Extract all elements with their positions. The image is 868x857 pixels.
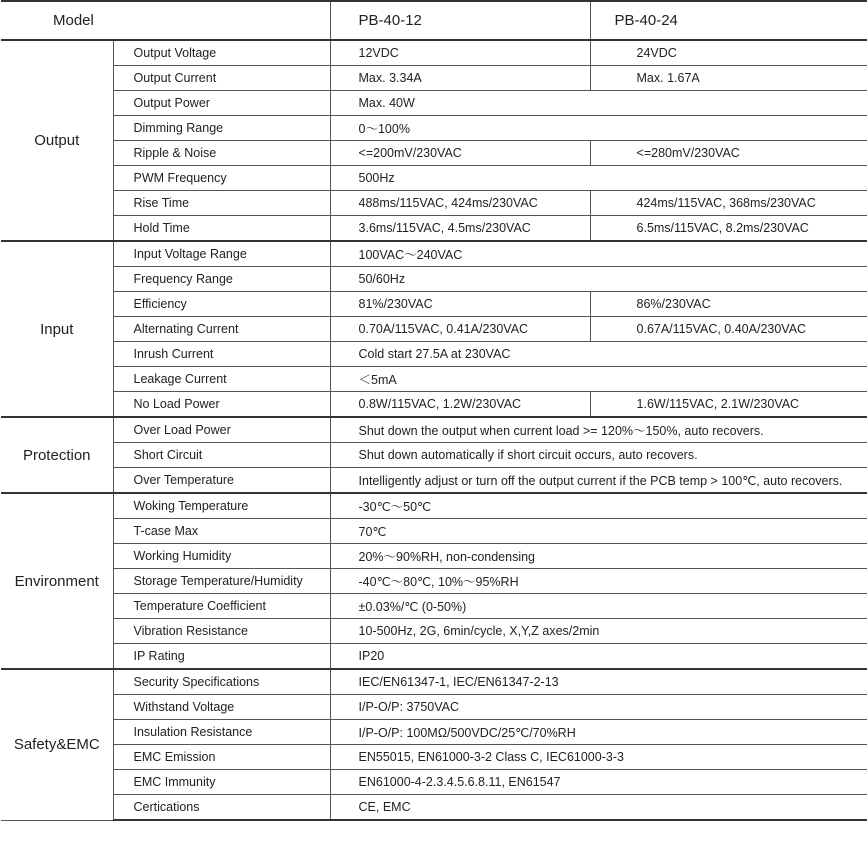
param-value: I/P-O/P: 100MΩ/500VDC/25℃/70%RH [330,720,867,745]
param-value-model-1: 0.8W/115VAC, 1.2W/230VAC [330,392,590,418]
param-value-model-2: 424ms/115VAC, 368ms/230VAC [590,191,867,216]
model-header: Model [1,1,330,40]
param-value: Intelligently adjust or turn off the output current if the PCB temp > 100℃, auto recovers. [330,468,867,494]
param-label: No Load Power [113,392,330,418]
param-value: I/P-O/P: 3750VAC [330,695,867,720]
table-row [1,644,867,670]
param-label: Frequency Range [113,267,330,292]
param-value: Max. 40W [330,91,867,116]
table-row [1,443,867,468]
table-row [1,795,867,821]
table-row [1,619,867,644]
table-row [1,720,867,745]
param-value-model-2: <=280mV/230VAC [590,141,867,166]
table-row [1,267,867,292]
param-value: 50/60Hz [330,267,867,292]
table-row [1,342,867,367]
table-row [1,544,867,569]
param-label: EMC Immunity [113,770,330,795]
param-value-model-1: 3.6ms/115VAC, 4.5ms/230VAC [330,216,590,242]
param-value: 70℃ [330,519,867,544]
param-label: Rise Time [113,191,330,216]
table-row [1,695,867,720]
param-label: Insulation Resistance [113,720,330,745]
table-row [1,569,867,594]
group-label-protection: Protection [1,417,113,493]
group-label-environment: Environment [1,493,113,669]
param-value-model-2: 0.67A/115VAC, 0.40A/230VAC [590,317,867,342]
param-label: Security Specifications [113,669,330,695]
table-row [1,392,867,418]
param-label: Storage Temperature/Humidity [113,569,330,594]
param-label: Inrush Current [113,342,330,367]
param-label: Dimming Range [113,116,330,141]
param-label: Alternating Current [113,317,330,342]
table-row [1,241,867,267]
spec-table [1,0,867,821]
table-row [1,116,867,141]
param-label: Hold Time [113,216,330,242]
table-row [1,317,867,342]
param-value-model-2: 6.5ms/115VAC, 8.2ms/230VAC [590,216,867,242]
param-value-model-1: 12VDC [330,40,590,66]
param-value-model-1: Max. 3.34A [330,66,590,91]
param-value: CE, EMC [330,795,867,821]
param-value: 0～100% [330,116,867,141]
param-value: IP20 [330,644,867,670]
param-value-model-2: 86%/230VAC [590,292,867,317]
param-label: Over Temperature [113,468,330,494]
table-row [1,141,867,166]
table-row [1,292,867,317]
table-row [1,594,867,619]
spec-body [1,40,867,820]
param-value: Shut down the output when current load >= 120%～150%, auto recovers. [330,417,867,443]
param-value: 100VAC～240VAC [330,241,867,267]
param-label: Ripple & Noise [113,141,330,166]
param-label: Working Humidity [113,544,330,569]
param-value: 10-500Hz, 2G, 6min/cycle, X,Y,Z axes/2min [330,619,867,644]
table-row [1,745,867,770]
param-value: Cold start 27.5A at 230VAC [330,342,867,367]
table-row [1,367,867,392]
param-label: Withstand Voltage [113,695,330,720]
group-label-output: Output [1,40,113,241]
table-row [1,417,867,443]
table-row [1,519,867,544]
param-value: 500Hz [330,166,867,191]
param-value-model-1: <=200mV/230VAC [330,141,590,166]
param-label: Output Voltage [113,40,330,66]
param-label: Certications [113,795,330,821]
param-value-model-2: Max. 1.67A [590,66,867,91]
param-value-model-1: 0.70A/115VAC, 0.41A/230VAC [330,317,590,342]
param-label: T-case Max [113,519,330,544]
param-label: Temperature Coefficient [113,594,330,619]
param-value: -40℃～80℃, 10%～95%RH [330,569,867,594]
param-label: Woking Temperature [113,493,330,519]
param-value-model-1: 488ms/115VAC, 424ms/230VAC [330,191,590,216]
param-value-model-1: 81%/230VAC [330,292,590,317]
param-label: Input Voltage Range [113,241,330,267]
param-label: IP Rating [113,644,330,670]
param-value-model-2: 24VDC [590,40,867,66]
table-row [1,770,867,795]
param-value: EN55015, EN61000-3-2 Class C, IEC61000-3-3 [330,745,867,770]
header-row [1,1,867,40]
param-value: -30℃～50℃ [330,493,867,519]
table-row [1,40,867,66]
table-row [1,468,867,494]
group-label-safety-emc: Safety&EMC [1,669,113,820]
table-row [1,166,867,191]
param-value: IEC/EN61347-1, IEC/EN61347-2-13 [330,669,867,695]
table-row [1,669,867,695]
model-2-header: PB-40-24 [590,1,867,40]
param-label: Leakage Current [113,367,330,392]
param-label: EMC Emission [113,745,330,770]
param-label: Output Current [113,66,330,91]
param-label: Vibration Resistance [113,619,330,644]
param-value: ＜5mA [330,367,867,392]
table-row [1,216,867,242]
param-label: PWM Frequency [113,166,330,191]
param-value-model-2: 1.6W/115VAC, 2.1W/230VAC [590,392,867,418]
param-label: Short Circuit [113,443,330,468]
param-label: Output Power [113,91,330,116]
param-value: ±0.03%/℃ (0-50%) [330,594,867,619]
table-row [1,66,867,91]
param-value: 20%～90%RH, non-condensing [330,544,867,569]
table-row [1,191,867,216]
param-label: Efficiency [113,292,330,317]
table-row [1,91,867,116]
param-value: Shut down automatically if short circuit occurs, auto recovers. [330,443,867,468]
table-row [1,493,867,519]
param-value: EN61000-4-2.3.4.5.6.8.11, EN61547 [330,770,867,795]
model-1-header: PB-40-12 [330,1,590,40]
group-label-input: Input [1,241,113,417]
param-label: Over Load Power [113,417,330,443]
